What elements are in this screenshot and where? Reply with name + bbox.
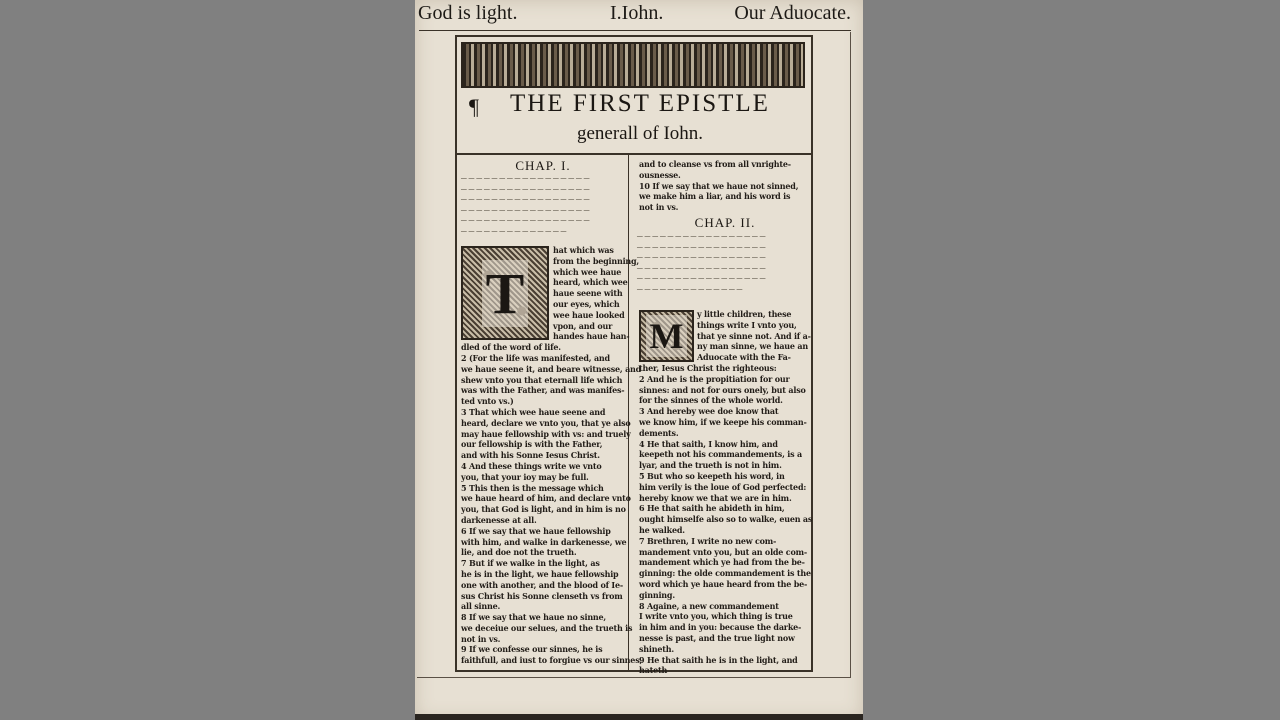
text-line: and with his Sonne Iesus Christ. (461, 450, 600, 461)
text-line: heard, which wee (553, 277, 628, 288)
text-line: ginning: the olde commandement is the (639, 568, 811, 579)
text-line: darkenesse at all. (461, 514, 537, 525)
text-line: 7 Brethren, I write no new com- (639, 535, 777, 546)
text-line: that ye sinne not. And if a- (697, 330, 811, 341)
text-line: from the beginning, (553, 255, 640, 266)
text-line: ousnesse. (639, 169, 681, 180)
text-line: sus Christ his Sonne clenseth vs from (461, 590, 623, 601)
chapter-1-text (461, 245, 643, 666)
text-line: mandement which ye had from the be- (639, 557, 805, 568)
text-line: 9 He that saith he is in the light, and (639, 654, 798, 665)
text-line: word which ye haue heard from the be- (639, 578, 808, 589)
pilcrow-mark: ¶ (469, 94, 479, 119)
text-line: mandement vnto you, but an olde com- (639, 546, 807, 557)
text-line: lie, and doe not the trueth. (461, 547, 577, 558)
dropcap-t: T (461, 246, 549, 340)
text-line: not in vs. (639, 202, 679, 213)
text-line: handes haue han- (553, 331, 630, 342)
text-line: shineth. (639, 643, 674, 654)
text-line: 10 If we say that we haue not sinned, (639, 180, 799, 191)
text-line: ought himselfe also so to walke, euen as (639, 514, 813, 525)
column-divider (628, 155, 629, 672)
text-line: dled of the word of life. (461, 342, 561, 353)
running-head-right: Our Aduocate. (734, 2, 851, 24)
chapter-2-summary: ​─ ─ ─ ─ ─ ─ ─ ─ ─ ─ ─ ─ ─ ─ ─ ─ ─ ​─ ─ ─ ─ ─ ─ ─ ─ ─ ─ ─ ─ ─ ─ ─ ─ ─ ​─ ─ ─ ─ ─ ─ ─ ─ ─ ─ ─ ─ ─ ─ ─ ─ ─ ​─ ─ ─ ─ ─ ─ ─ ─ ─ ─ ─ ─ ─ ─ ─ ─ ─ ​─ ─ ─ ─ ─ ─ ─ ─ ─ ─ ─ ─ ─ ─ ─ ─ ─ ​─ ─ ─ ─ ─ ─ ─ ─ ─ ─ ─ ─ ─ ─ (637, 232, 766, 294)
text-line: y little children, these (697, 309, 792, 319)
running-head-center: I.Iohn. (610, 2, 664, 24)
text-line: haue seene with (553, 288, 623, 299)
text-line: sinnes: and not for ours onely, but also (639, 384, 806, 395)
header-rule (419, 30, 851, 31)
text-line: keepeth not his commandements, is a (639, 449, 802, 460)
text-line: 3 That which wee haue seene and (461, 406, 606, 417)
text-line: lyar, and the trueth is not in him. (639, 460, 782, 471)
text-line: our fellowship is with the Father, (461, 439, 603, 450)
text-line: 9 If we confesse our sinnes, he is (461, 644, 603, 655)
bottom-edge (415, 714, 863, 720)
text-line: I write vnto you, which thing is true (639, 611, 793, 622)
text-line: for the sinnes of the whole world. (639, 395, 783, 406)
chapter-heading-1: CHAP. I. (515, 158, 571, 173)
text-line: 2 (For the life was manifested, and (461, 352, 610, 363)
text-line: things write I vnto you, (697, 319, 797, 330)
text-line: he is in the light, we haue fellowship (461, 568, 619, 579)
text-line: vpon, and our (553, 320, 613, 331)
text-line: 8 Againe, a new commandement (639, 600, 779, 611)
text-line: not in vs. (461, 633, 501, 644)
text-line: heard, declare we vnto you, that ye also (461, 417, 631, 428)
text-line: 2 And he is the propitiation for our (639, 373, 790, 384)
text-line: which wee haue (553, 266, 622, 277)
text-line: Aduocate with the Fa- (697, 352, 791, 363)
text-line: 4 And these things write we vnto (461, 460, 602, 471)
text-line: we deceiue our selues, and the trueth is (461, 622, 633, 633)
bible-page (415, 0, 863, 720)
chapter-heading-2: CHAP. II. (694, 215, 756, 230)
text-line: in him and in you: because the darke- (639, 622, 802, 633)
text-line: shew vnto you that eternall life which (461, 374, 623, 385)
text-line: wee haue looked (553, 309, 625, 320)
text-line: 5 This then is the message which (461, 482, 604, 493)
text-line: 7 But if we walke in the light, as (461, 558, 600, 569)
text-line: we haue heard of him, and declare vnto (461, 493, 631, 504)
chapter-1-text-continued (639, 159, 811, 213)
text-line: hateth (639, 665, 668, 676)
text-line: nesse is past, and the true light now (639, 632, 795, 643)
text-line: ted vnto vs.) (461, 396, 514, 407)
dropcap-m: M (639, 310, 694, 362)
book-subtitle: generall of Iohn. (576, 123, 704, 144)
text-line: with him, and walke in darkenesse, we (461, 536, 627, 547)
running-head (415, 0, 863, 30)
text-line: our eyes, which (553, 298, 620, 309)
text-line: ny man sinne, we haue an (697, 341, 808, 352)
text-line: you, that God is light, and in him is no (461, 504, 626, 515)
text-line: he walked. (639, 524, 685, 535)
text-line: we know him, if we keepe his comman- (639, 416, 807, 427)
text-line: 3 And hereby wee doe know that (639, 406, 779, 417)
text-line: 4 He that saith, I know him, and (639, 438, 778, 449)
chapter-1-summary: ​─ ─ ─ ─ ─ ─ ─ ─ ─ ─ ─ ─ ─ ─ ─ ─ ─ ​─ ─ ─ ─ ─ ─ ─ ─ ─ ─ ─ ─ ─ ─ ─ ─ ─ ​─ ─ ─ ─ ─ ─ ─ ─ ─ ─ ─ ─ ─ ─ ─ ─ ─ ​─ ─ ─ ─ ─ ─ ─ ─ ─ ─ ─ ─ ─ ─ ─ ─ ─ ​─ ─ ─ ─ ─ ─ ─ ─ ─ ─ ─ ─ ─ ─ ─ ─ ─ ​─ ─ ─ ─ ─ ─ ─ ─ ─ ─ ─ ─ ─ ─ (461, 174, 590, 236)
text-line: faithfull, and iust to forgiue vs our sinnes, (461, 655, 643, 666)
text-line: all sinne. (461, 601, 501, 612)
text-line: dements. (639, 427, 679, 438)
ornament-banner (461, 42, 805, 88)
text-line: you, that your ioy may be full. (461, 471, 589, 482)
chapter-2-text (639, 309, 811, 676)
text-line: one with another, and the blood of Ie- (461, 579, 623, 590)
title-rule (457, 153, 813, 155)
text-line: may haue fellowship with vs: and truely (461, 428, 631, 439)
text-line: was with the Father, and was manifes- (461, 385, 625, 396)
text-line: hat which was (553, 245, 614, 255)
text-line: we haue seene it, and beare witnesse, and (461, 363, 642, 374)
text-line: we make him a liar, and his word is (639, 191, 791, 202)
text-line: 5 But who so keepeth his word, in (639, 470, 785, 481)
text-line: 6 If we say that we haue fellowship (461, 525, 611, 536)
text-line: 8 If we say that we haue no sinne, (461, 612, 607, 623)
text-line: hereby know we that we are in him. (639, 492, 792, 503)
text-line: ther, Iesus Christ the righteous: (639, 362, 777, 373)
text-line: ginning. (639, 589, 675, 600)
book-title: THE FIRST EPISTLE (510, 90, 770, 117)
running-head-left: God is light. (418, 2, 518, 24)
text-line: and to cleanse vs from all vnrighte- (639, 159, 791, 169)
text-line: 6 He that saith he abideth in him, (639, 503, 785, 514)
text-line: him verily is the loue of God perfected: (639, 481, 807, 492)
